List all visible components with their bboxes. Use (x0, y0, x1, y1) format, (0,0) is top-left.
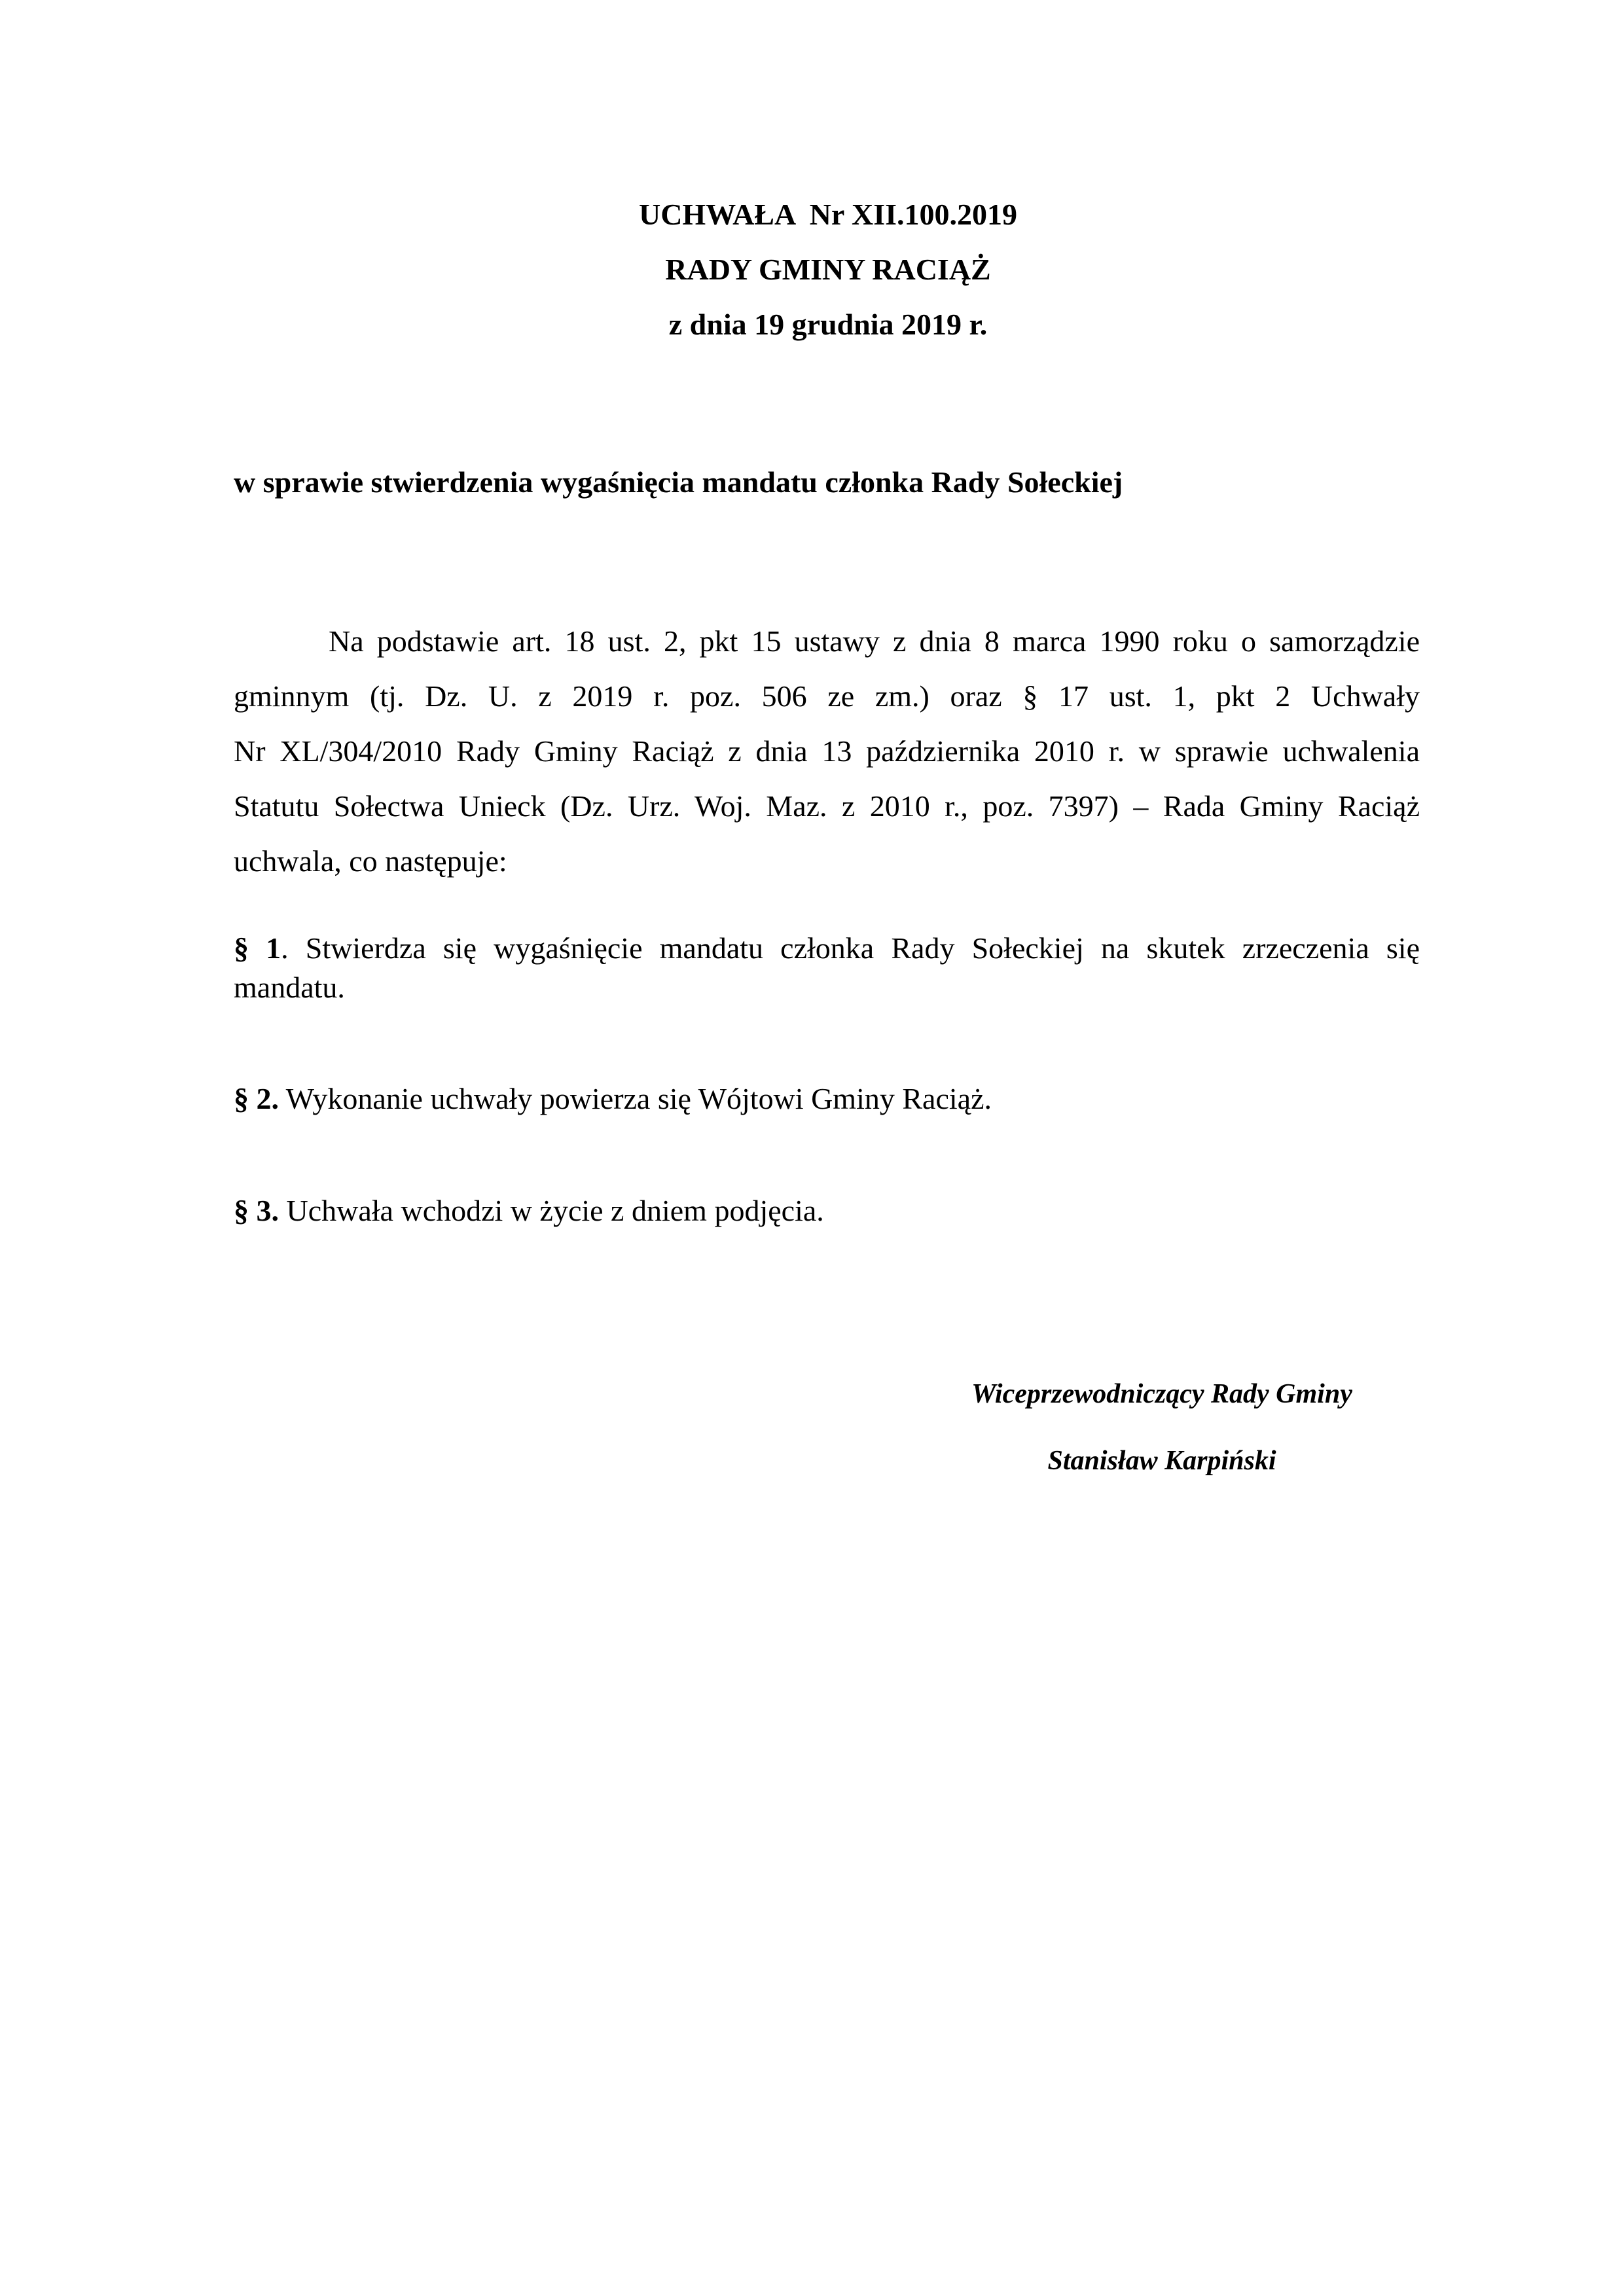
paragraph-2-marker: § 2. (234, 1082, 279, 1115)
paragraph-1-text: . Stwierdza się wygaśnięcie mandatu członka Rady Sołeckiej na skutek zrzeczenia się (281, 931, 1420, 965)
paragraph-3-marker: § 3. (234, 1194, 279, 1227)
resolution-title: UCHWAŁA Nr XII.100.2019 (638, 198, 1018, 231)
paragraph-3-line (234, 1191, 1420, 1230)
preamble-line: Nr XL/304/2010 Rady Gminy Raciąż z dnia 13 października 2010 r. w sprawie uchwalenia (234, 734, 1420, 768)
paragraph-1-line: mandatu. (234, 971, 345, 1004)
preamble-line: Na podstawie art. 18 ust. 2, pkt 15 ustawy z dnia 8 marca 1990 roku o samorządzie (329, 624, 1420, 658)
council-name: RADY GMINY RACIĄŻ (665, 253, 991, 286)
paragraph-1-marker: § 1 (234, 931, 281, 965)
preamble-line: gminnym (tj. Dz. U. z 2019 r. poz. 506 ze zm.) oraz § 17 ust. 1, pkt 2 Uchwały (234, 679, 1420, 713)
paragraph-3 (234, 1191, 1420, 1230)
paragraph-2-line (234, 1079, 1420, 1119)
resolution-subject: w sprawie stwierdzenia wygaśnięcia mandatu członka Rady Sołeckiej (234, 465, 1123, 499)
signatory-name: Stanisław Karpiński (1047, 1446, 1276, 1476)
resolution-header (0, 187, 1624, 352)
legal-basis-preamble (234, 614, 1420, 889)
paragraph-2 (234, 1079, 1420, 1119)
signatory-role: Wiceprzewodniczący Rady Gminy (971, 1379, 1352, 1409)
paragraph-1 (234, 929, 1420, 1007)
resolution-date: z dnia 19 grudnia 2019 r. (668, 308, 988, 341)
paragraph-2-text: Wykonanie uchwały powierza się Wójtowi Gminy Raciąż. (279, 1082, 992, 1115)
preamble-line: uchwala, co następuje: (234, 844, 507, 878)
paragraph-3-text: Uchwała wchodzi w życie z dniem podjęcia. (279, 1194, 824, 1227)
preamble-line: Statutu Sołectwa Unieck (Dz. Urz. Woj. Maz. z 2010 r., poz. 7397) – Rada Gminy Raciąż (234, 789, 1420, 823)
paragraph-1-line (234, 929, 1420, 968)
